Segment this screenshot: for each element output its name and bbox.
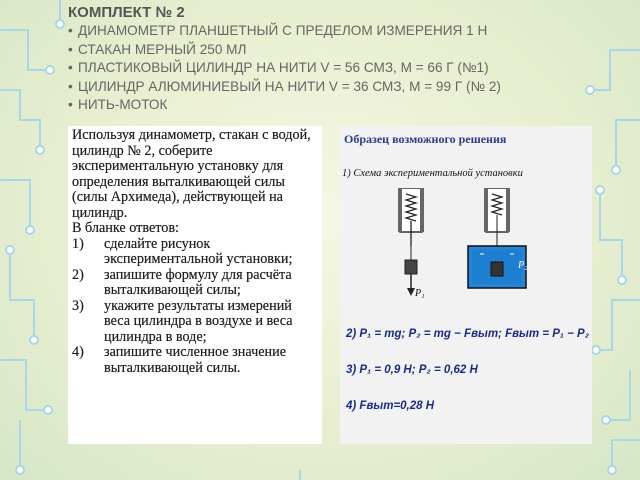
kit-item: • СТАКАН МЕРНЫЙ 250 МЛ	[68, 41, 247, 57]
task-answers-label: В бланке ответов:	[72, 220, 179, 236]
solution-card	[340, 126, 592, 444]
task-step: 3) укажите результаты измерений веса цилиндра в воздухе и веса цилиндра в воде;	[72, 297, 293, 345]
beaker-with-water	[468, 246, 528, 288]
kit-item: • ДИНАМОМЕТР ПЛАНШЕТНЫЙ С ПРЕДЕЛОМ ИЗМЕРЕНИЯ 1 Н	[68, 23, 488, 38]
solution-step-3: 3) P₁ = 0,9 Н; P₂ = 0,62 Н	[346, 364, 478, 376]
kit-item: • НИТЬ-МОТОК	[68, 97, 168, 112]
kit-header	[68, 4, 628, 115]
p2-label: P₂	[518, 260, 528, 271]
kit-title: КОМПЛЕКТ № 2	[68, 4, 185, 21]
kit-items-list	[68, 22, 628, 115]
task-step: 4) запишите численное значение выталкивающей силы.	[72, 344, 286, 376]
task-steps	[72, 237, 318, 377]
task-card	[68, 126, 322, 444]
solution-step-2: 2) P₁ = mg; P₂ = mg − Fвыт; Fвыт = P₁ − P₂	[346, 328, 590, 340]
experiment-setup-diagram	[380, 188, 550, 323]
solution-step-1: 1) Схема экспериментальной установки	[342, 168, 523, 179]
task-intro: Используя динамометр, стакан с водой, цилиндр № 2, соберите экспериментальную установку для определения выталкивающей силы (силы Архимеда), действующей на цилиндр.	[72, 127, 311, 221]
kit-item: • ПЛАСТИКОВЫЙ ЦИЛИНДР НА НИТИ V = 56 СМЗ, M = 66 Г (№1)	[68, 60, 489, 75]
p1-label: P₁	[415, 288, 425, 299]
task-step: 1) сделайте рисунок экспериментальной установки;	[72, 235, 293, 267]
solution-title: Образец возможного решения	[344, 132, 507, 146]
dynamometer-left	[398, 188, 425, 299]
task-step: 2) запишите формулу для расчёта выталкивающей силы;	[72, 266, 292, 298]
solution-step-4: 4) Fвыт=0,28 Н	[346, 400, 435, 412]
kit-item: • ЦИЛИНДР АЛЮМИНИЕВЫЙ НА НИТИ V = 36 СМЗ, M = 99 Г (№ 2)	[68, 78, 501, 94]
